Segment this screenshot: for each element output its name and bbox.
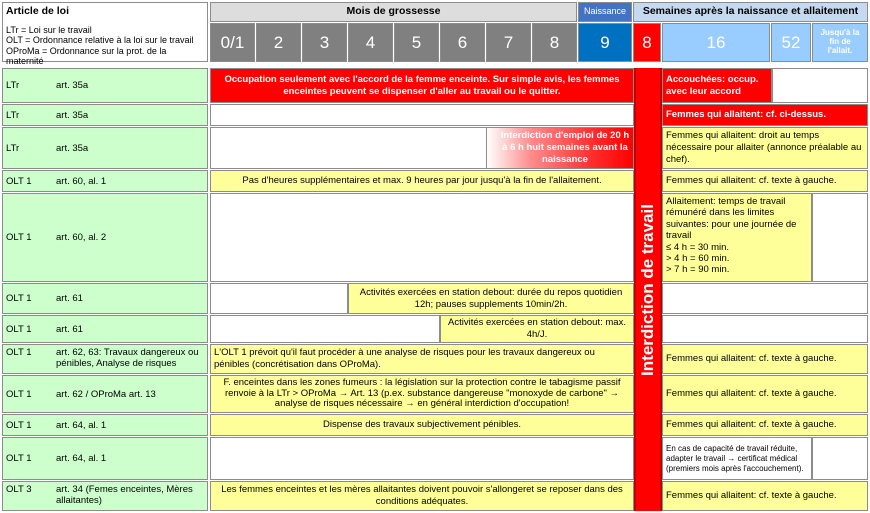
law-article: art. 34 (Femes enceintes, Mères allaitantes)	[56, 484, 193, 507]
row-9-law	[2, 375, 208, 413]
months-title: Mois de grossesse	[210, 2, 577, 22]
row-10-law	[2, 414, 208, 436]
row-4-pregnancy: Pas d'heures supplémentaires et max. 9 heures par jour jusqu'à la fin de l'allaitement.	[210, 170, 634, 192]
row-11-after: En cas de capacité de travail réduite, adapter le travail → certificat médical (premiers mois après l'accouchement).	[662, 437, 812, 480]
row-1-pregnancy: Occupation seulement avec l'accord de la femme enceinte. Sur simple avis, les femmes enceintes peuvent se dispenser d'aller au travail ou le quitter.	[210, 68, 634, 103]
abbrev-olt: OLT = Ordonnance relative à la loi sur le travail	[6, 35, 194, 46]
week-16: 16	[662, 23, 770, 62]
law-article: art. 64, al. 1	[56, 453, 107, 464]
row-7-law	[2, 315, 208, 343]
row-12-pregnancy: Les femmes enceintes et les mères allaitantes doivent pouvoir s'allongeret se reposer dans des conditions adéquates.	[210, 481, 634, 511]
row-7-pregnancy: Activités exercées en station debout: max. 4h/J.	[440, 315, 634, 343]
legend-box	[2, 2, 208, 67]
nursing-time-intro: Allaitement: temps de travail rémunéré dans les limites suivantes: pour une journée de travail	[666, 196, 797, 242]
row-2-pregnancy	[210, 104, 634, 126]
birth-label: Naissance	[578, 2, 632, 22]
birth-month-9: 9	[578, 23, 632, 62]
law-code: OLT 1	[6, 323, 32, 335]
law-code: OLT 1	[6, 175, 32, 187]
law-article: art. 35a	[56, 80, 89, 91]
month-8: 8	[532, 23, 577, 62]
row-10-pregnancy: Dispense des travaux subjectivement pénibles.	[210, 414, 634, 436]
row-1-law	[2, 68, 208, 103]
row-8-after: Femmes qui allaitent: cf. texte à gauche.	[662, 344, 868, 374]
row-3-pregnancy	[486, 127, 634, 169]
row-11-blank	[812, 437, 868, 480]
work-ban-label: Interdiction de travail	[638, 203, 657, 376]
end-of-nursing: Jusqu'à la fin de l'allait.	[812, 23, 868, 62]
week-52: 52	[771, 23, 811, 62]
row-12-after: Femmes qui allaitent: cf. texte à gauche.	[662, 481, 868, 511]
row-4-after: Femmes qui allaitent: cf. texte à gauche.	[662, 170, 868, 192]
nursing-time-7h-plus: > 7 h = 90 min.	[666, 264, 730, 276]
row-6-blank	[210, 283, 348, 314]
article-title: Article de loi	[6, 5, 70, 17]
row-5-pregnancy	[210, 193, 634, 282]
law-article: art. 62 / OProMa art. 13	[56, 388, 156, 400]
month-5: 5	[394, 23, 439, 62]
row-5-blank	[812, 193, 868, 282]
month-3: 3	[302, 23, 347, 62]
row-3-after: Femmes qui allaitent: droit au temps nécessaire pour allaiter (annonce préalable au chef).	[662, 127, 868, 169]
law-code: OLT 1	[6, 453, 32, 464]
row-1-blank	[772, 68, 868, 103]
law-article: art. 64, al. 1	[56, 419, 107, 431]
row-6-pregnancy: Activités exercées en station debout: durée du repos quotidien 12h; pauses supplements 10min/2h.	[348, 283, 634, 314]
law-article: art. 35a	[56, 142, 89, 154]
month-0-1: 0/1	[210, 23, 255, 62]
row-5-after	[662, 193, 812, 282]
row-9-pregnancy: F. enceintes dans les zones fumeurs : la législation sur la protection contre le tabagisme passif renvoie à la LTr > OProMa → Art. 13 (p.ex. substance dangereuse "monoxyde de carbone" → analyse de risques nécessaire → en général interdiction d'occupation!	[210, 375, 634, 413]
row-11-law	[2, 437, 208, 480]
month-6: 6	[440, 23, 485, 62]
law-article: art. 60, al. 2	[56, 232, 107, 243]
law-article: art. 35a	[56, 109, 89, 121]
law-code: LTr	[6, 142, 20, 154]
abbrev-proma: OProMa = Ordonnance sur la prot. de la maternité	[6, 45, 167, 67]
law-code: OLT 1	[6, 293, 32, 304]
row-9-after: Femmes qui allaitent: cf. texte à gauche.	[662, 375, 868, 413]
month-7: 7	[486, 23, 531, 62]
abbrev-ltr: LTr = Loi sur le travail	[6, 25, 92, 35]
row-2-after: Femmes qui allaitent: cf. ci-dessus.	[662, 104, 868, 126]
row-8-pregnancy: L'OLT 1 prévoit qu'il faut procéder à une analyse de risques pour les travaux dangereux ou pénibles (concrétisation dans OProMa).	[210, 344, 634, 374]
month-2: 2	[256, 23, 301, 62]
row-11-pregnancy	[210, 437, 634, 480]
law-article: art. 61	[56, 293, 83, 304]
row-7-blank	[210, 315, 440, 343]
row-7-after	[662, 315, 868, 343]
nursing-time-4h-plus: > 4 h = 60 min.	[666, 252, 730, 264]
law-code: OLT 1	[6, 347, 32, 358]
row-6-law	[2, 283, 208, 314]
row-2-law	[2, 104, 208, 126]
row-6-after	[662, 283, 868, 314]
law-code: OLT 1	[6, 232, 32, 243]
law-code: OLT 3	[6, 484, 32, 495]
law-code: OLT 1	[6, 388, 32, 400]
law-article: art. 60, al. 1	[56, 175, 107, 187]
row-3-law	[2, 127, 208, 169]
row-12-law	[2, 481, 208, 511]
work-ban-bar	[634, 68, 662, 511]
month-4: 4	[348, 23, 393, 62]
nursing-time-4h: ≤ 4 h = 30 min.	[666, 241, 730, 253]
law-code: LTr	[6, 80, 20, 91]
row-5-law	[2, 193, 208, 282]
row-10-after: Femmes qui allaitent: cf. texte à gauche.	[662, 414, 868, 436]
row-1-after: Accouchées: occup. avec leur accord	[662, 68, 772, 103]
weeks-title: Semaines après la naissance et allaitement	[633, 2, 868, 22]
law-article: art. 61	[56, 323, 83, 335]
law-code: OLT 1	[6, 419, 32, 431]
row-8-law	[2, 344, 208, 374]
law-code: LTr	[6, 109, 20, 121]
night-ban-text: Interdiction d'emploi de 20 h à 6 h huit semaines avant la naissance	[500, 130, 630, 165]
row-4-law	[2, 170, 208, 192]
week-8: 8	[633, 23, 661, 62]
law-article: art. 62, 63: Travaux dangereux ou pénibles, Analyse de risques	[56, 347, 199, 370]
